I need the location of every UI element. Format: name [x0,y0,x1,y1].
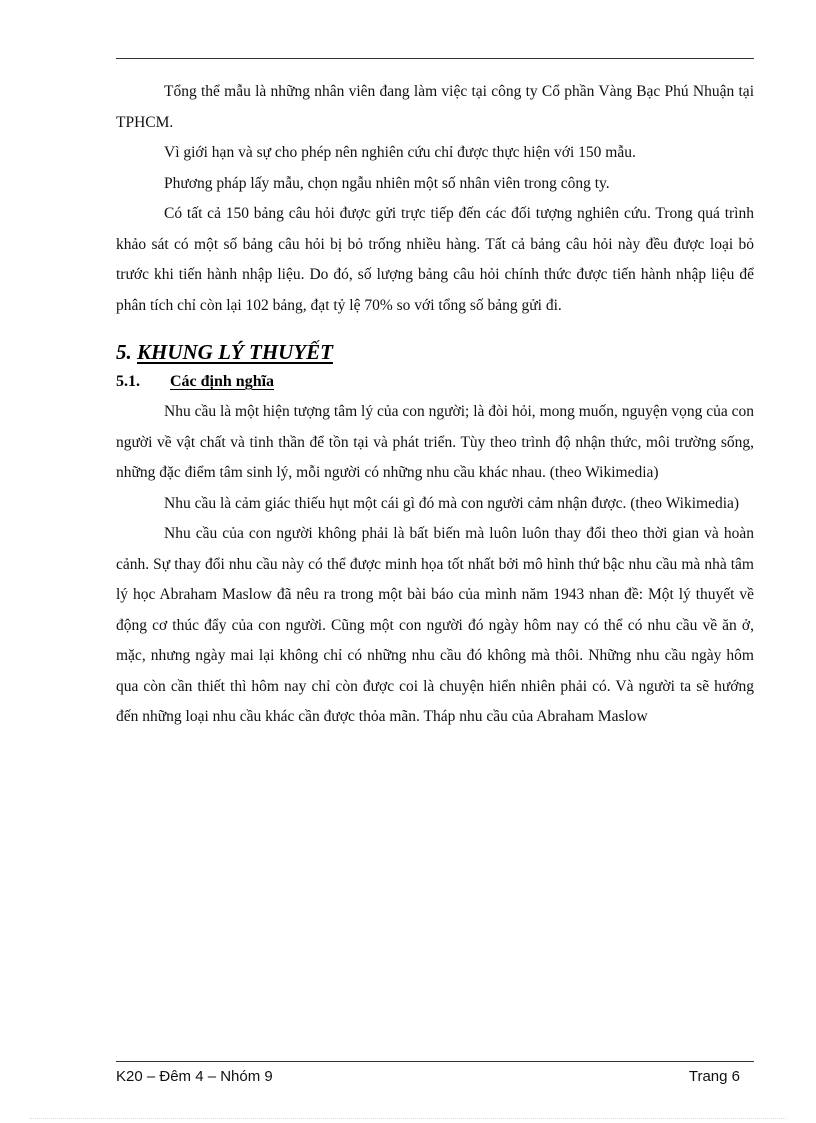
section-title: KHUNG LÝ THUYẾT [137,340,333,364]
paragraph-population: Tổng thể mẫu là những nhân viên đang làm việc tại công ty Cổ phần Vàng Bạc Phú Nhuận tại TPHCM. [116,83,754,131]
subsection-heading [116,369,754,395]
page-edge-divider [30,1118,786,1119]
paragraph-sampling-method: Phương pháp lấy mẫu, chọn ngẫu nhiên một số nhân viên trong công ty. [164,174,610,192]
page-number: Trang 6 [688,1068,740,1085]
section-heading [116,337,754,367]
paragraph-sample-size: Vì giới hạn và sự cho phép nên nghiên cứu chỉ được thực hiện với 150 mẫu. [164,144,636,161]
header-rule [116,58,754,59]
subsection-title: Các định nghĩa [170,373,275,390]
paragraph-need-feeling: Nhu cầu là cảm giác thiếu hụt một cái gì đó mà con người cảm nhận được. (theo Wikimedia) [164,494,740,512]
body-text [116,77,754,733]
subsection-number: 5.1. [116,373,140,390]
paragraph-need-change: Nhu cầu của con người không phải là bất biến mà luôn luôn thay đổi theo thời gian và hoàn cảnh. Sự thay đổi nhu cầu này có thể được minh họa tốt nhất bởi mô hình thứ bậc nhu cầu mà nhà tâm lý học Abraham Maslow đã nêu ra trong một bài báo của mình năm 1943 nhan đề: Một lý thuyết về động cơ thúc đẩy của con người. Cũng một con người đó ngày hôm nay có thể có nhu cầu về ăn ở, mặc, nhưng ngày mai lại không chỉ có những nhu cầu đó không mà thôi. Những nhu cầu ngày hôm qua còn cần thiết thì hôm nay chỉ còn được coi là chuyện hiển nhiên phải có. Và người ta sẽ hướng đến những loại nhu cầu khác cần được thỏa mãn. Tháp nhu cầu của Abraham Maslow [116,525,754,725]
section-number: 5. [116,340,132,364]
footer-group-label: K20 – Đêm 4 – Nhóm 9 [116,1068,273,1085]
paragraph-need-definition: Nhu cầu là một hiện tượng tâm lý của con người; là đòi hỏi, mong muốn, nguyện vọng của con người về vật chất và tinh thần để tồn tại và phát triển. Tùy theo trình độ nhận thức, môi trường sống, những đặc điểm tâm sinh lý, mỗi người có những nhu cầu khác nhau. (theo Wikimedia) [116,403,754,481]
footer-rule [116,1061,754,1062]
paragraph-questionnaires: Có tất cả 150 bảng câu hỏi được gửi trực tiếp đến các đối tượng nghiên cứu. Trong quá trình khảo sát có một số bảng câu hỏi bị bỏ trống nhiều hàng. Tất cả bảng câu hỏi này đều được loại bỏ trước khi tiến hành nhập liệu. Do đó, số lượng bảng câu hỏi chính thức được tiến hành nhập liệu để phân tích chỉ còn lại 102 bảng, đạt tỷ lệ 70% so với tổng số bảng gửi đi. [116,205,754,314]
